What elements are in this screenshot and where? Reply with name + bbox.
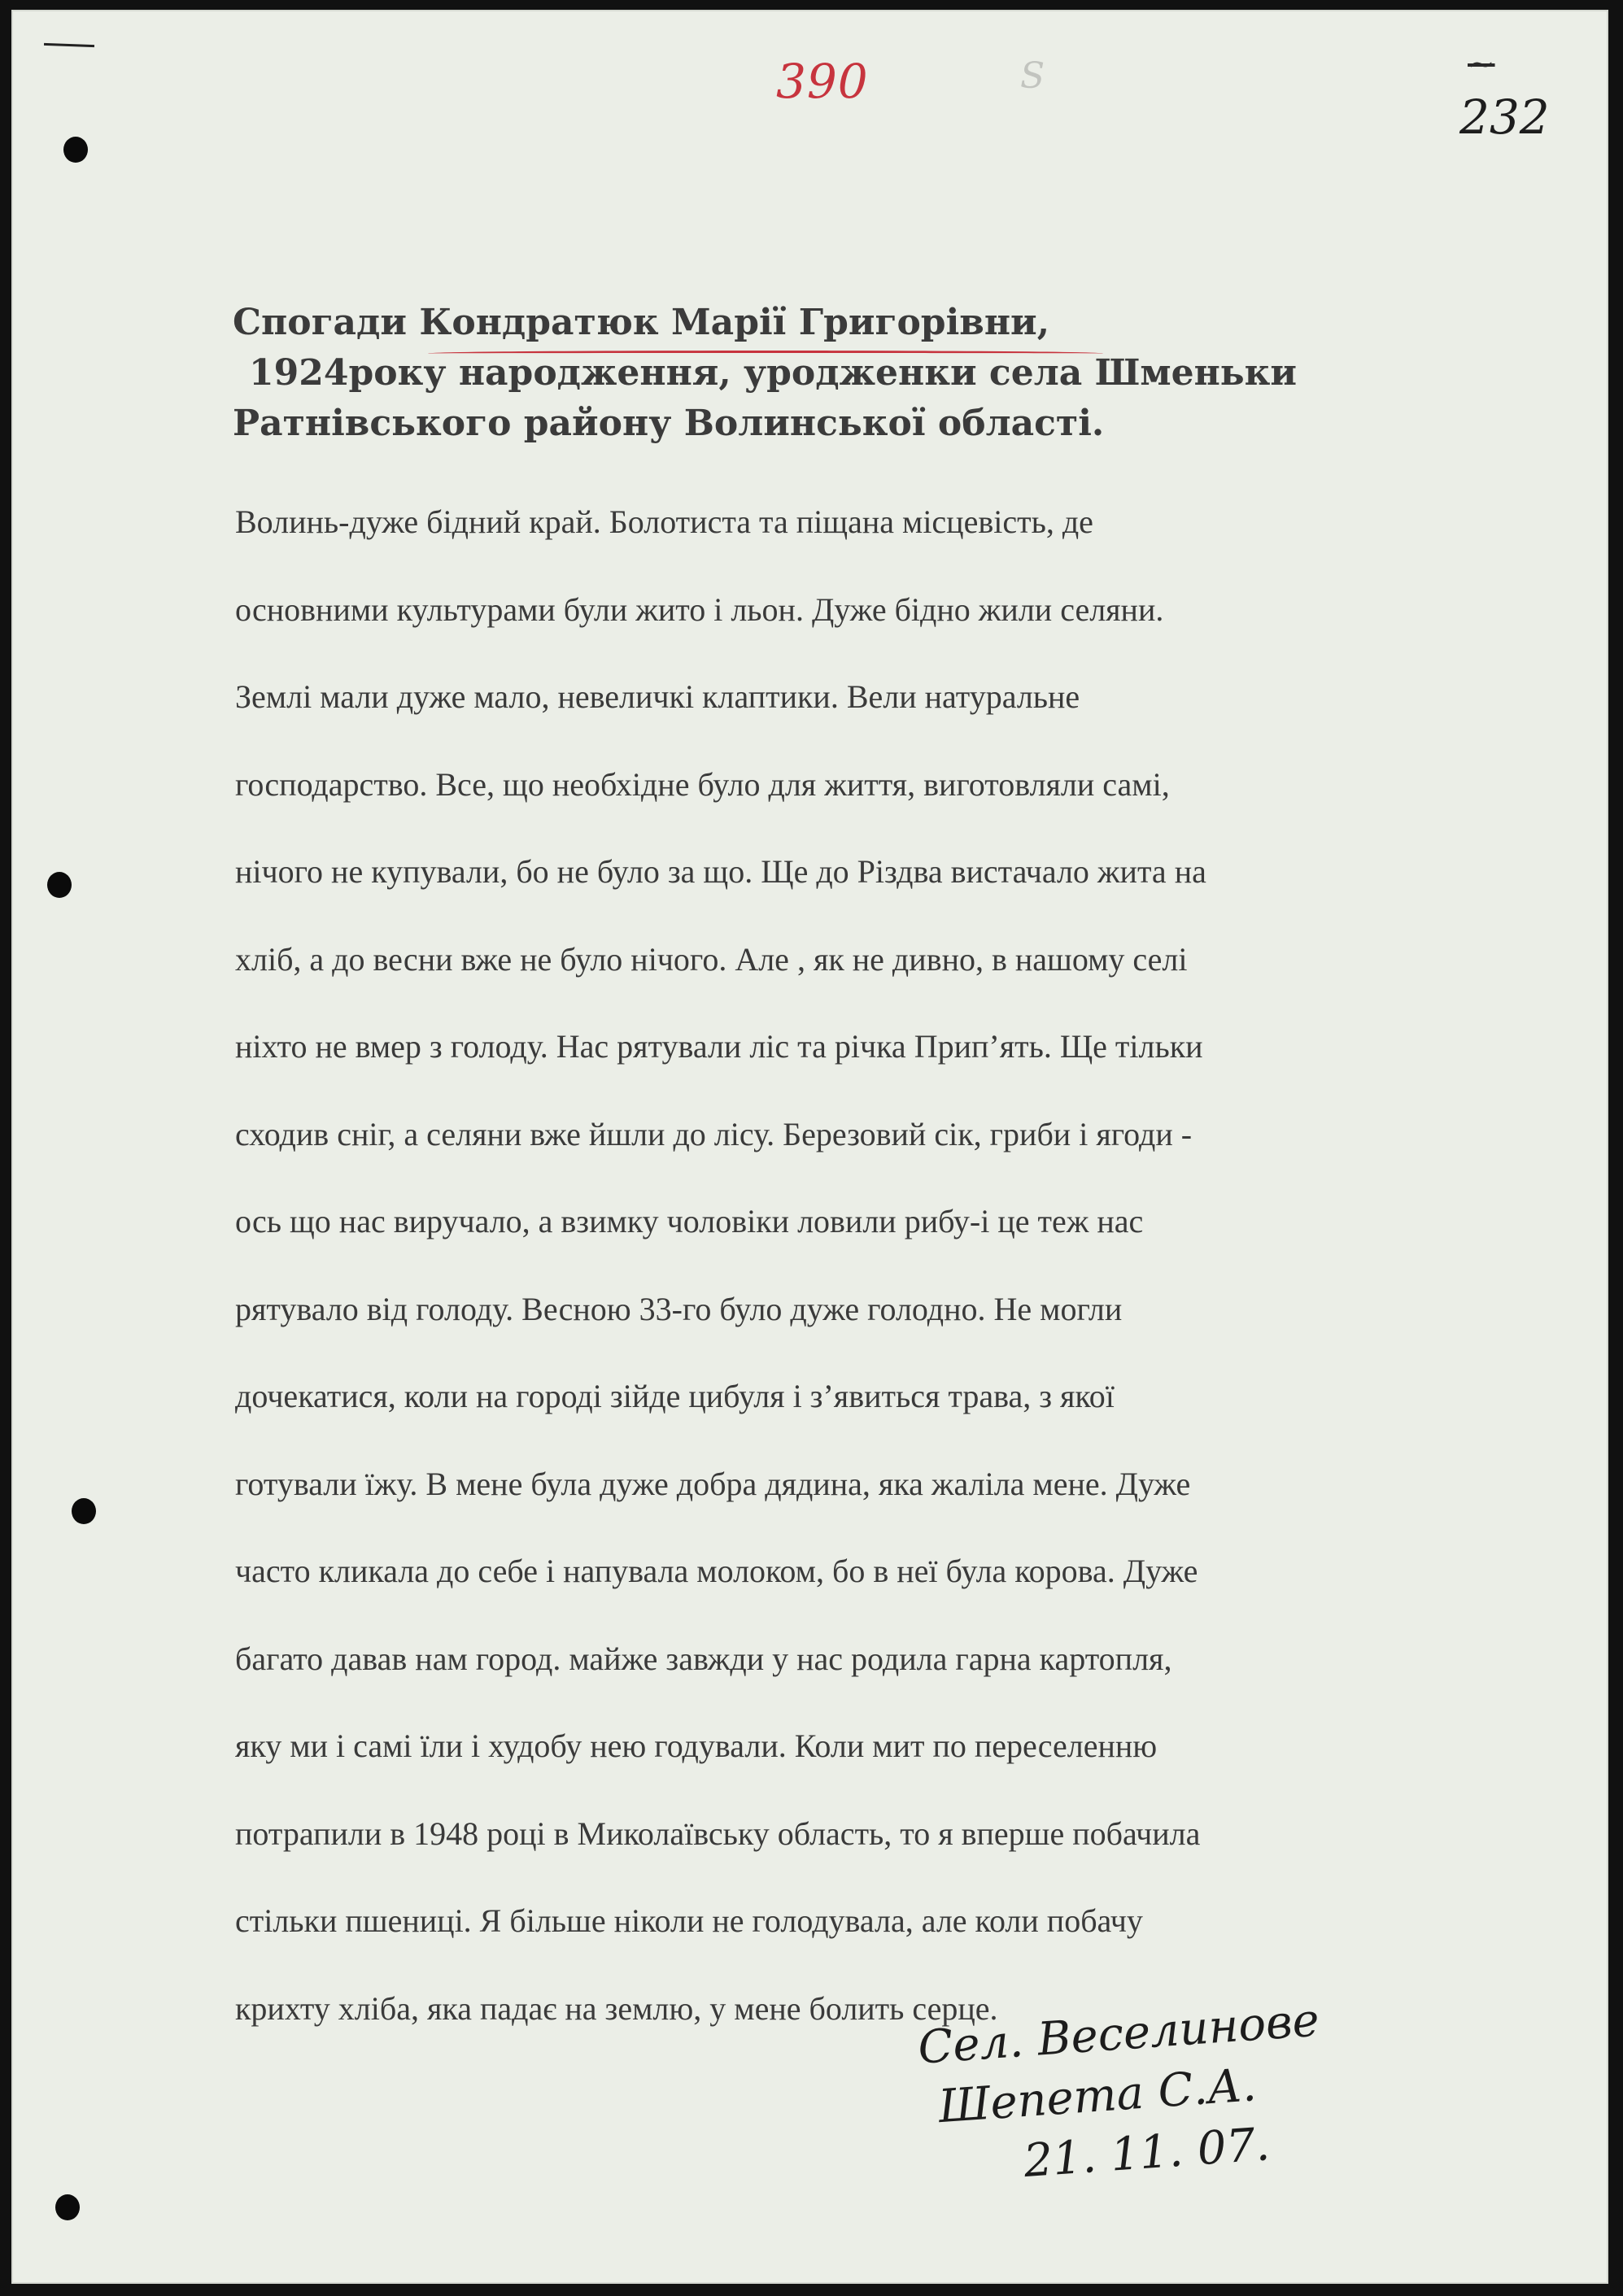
text-line: дочекатися, коли на городі зійде цибуля і з’явиться трава, з якої (235, 1378, 1115, 1414)
text-line: готували їжу. В мене була дуже добра дядина, яка жаліла мене. Дуже (235, 1465, 1191, 1502)
corner-mark (44, 43, 94, 47)
punch-hole (55, 2194, 80, 2220)
faint-mark: S (1020, 55, 1045, 97)
text-line: часто кликала до себе і напувала молоком, бо в неї була корова. Дуже (235, 1553, 1198, 1589)
text-line: Волинь-дуже бідний край. Болотиста та піщана місцевість, де (235, 503, 1093, 540)
punch-hole (63, 137, 88, 163)
signature-date: 21. 11. 07. (1022, 2118, 1272, 2189)
text-line: рятувало від голоду. Весною 33-го було дуже голодно. Не могли (235, 1290, 1123, 1327)
document-page (11, 10, 1608, 2284)
text-line: стільки пшениці. Я більше ніколи не голодувала, але коли побачу (235, 1902, 1143, 1939)
page-number: 232 (1459, 89, 1550, 145)
title-line: Ратнівського району Волинської області. (233, 403, 1105, 444)
title-line: Спогади Кондратюк Марії Григорівни, (233, 302, 1050, 343)
text-line: основними культурами були жито і льон. Дуже бідно жили селяни. (235, 590, 1164, 628)
text-line: нічого не купували, бо не було за що. Ще до Різдва вистачало жита на (235, 853, 1206, 890)
text-line: ось що нас виручало, а взимку чоловіки ловили рибу-і це теж нас (235, 1203, 1144, 1239)
punch-hole (72, 1498, 96, 1524)
signature-line: Сел. Веселинове (916, 1993, 1321, 2075)
text-line: ніхто не вмер з голоду. Нас рятували ліс та річка Прип’ять. Ще тільки (235, 1028, 1203, 1065)
text-line: багато давав нам город. майже завжди у нас родила гарна картопля, (235, 1640, 1172, 1677)
text-line: хліб, а до весни вже не було нічого. Але , як не дивно, в нашому селі (235, 940, 1188, 978)
text-line: потрапили в 1948 році в Миколаївську область, то я вперше побачила (235, 1815, 1201, 1852)
handwritten-signature (916, 1982, 1448, 2198)
name-underline (428, 351, 1103, 356)
signature-line: Шепета С.А. (936, 2059, 1259, 2134)
text-line: сходив сніг, а селяни вже йшли до лісу. Березовий сік, гриби і ягоди - (235, 1115, 1193, 1152)
title-line: 1924року народження, уродженки села Шменьки (249, 352, 1298, 394)
archive-number: 390 (776, 54, 869, 109)
text-line: Землі мали дуже мало, невеличкі клаптики. Вели натуральне (235, 678, 1080, 715)
text-line: господарство. Все, що необхідне було для життя, виготовляли самі, (235, 765, 1170, 803)
text-line: яку ми і самі їли і худобу нею годували. Коли мит по переселенню (235, 1727, 1158, 1764)
page-number-old: ~ (1468, 46, 1495, 83)
document-title (233, 298, 1388, 449)
text-line: крихту хліба, яка падає на землю, у мене болить серце. (235, 1989, 998, 2027)
memoir-text (235, 503, 1407, 2076)
punch-hole (47, 872, 72, 898)
